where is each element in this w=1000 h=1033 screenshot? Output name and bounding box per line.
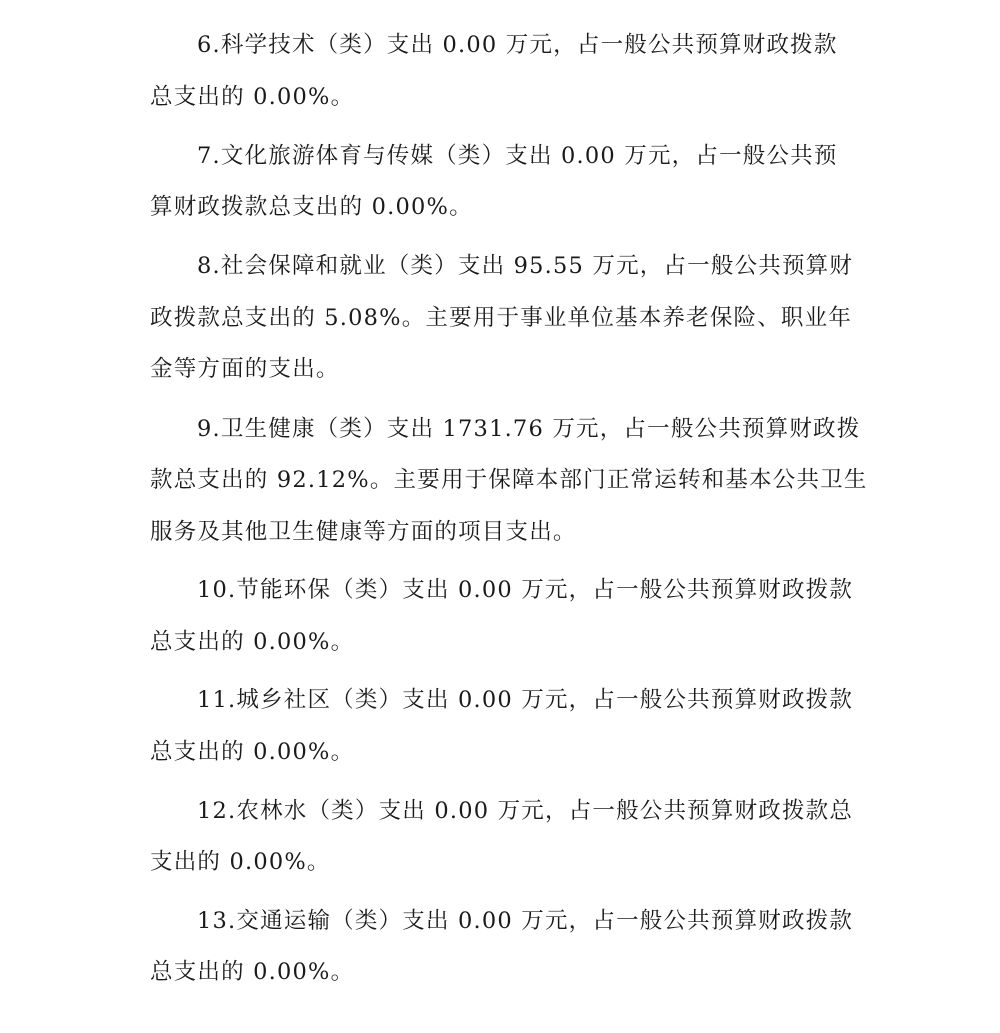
paragraph-line: 6.科学技术（类）支出 0.00 万元，占一般公共预算财政拨款 (197, 32, 838, 58)
paragraph-line: 11.城乡社区（类）支出 0.00 万元，占一般公共预算财政拨款 (197, 687, 854, 713)
paragraph-line: 9.卫生健康（类）支出 1731.76 万元，占一般公共预算财政拨 (197, 416, 861, 442)
paragraph-line: 支出的 0.00%。 (150, 849, 331, 875)
paragraph-line: 7.文化旅游体育与传媒（类）支出 0.00 万元，占一般公共预 (197, 143, 838, 169)
paragraph-line: 总支出的 0.00%。 (150, 629, 355, 655)
paragraph-line: 服务及其他卫生健康等方面的项目支出。 (150, 519, 577, 545)
paragraph-line: 总支出的 0.00%。 (150, 84, 355, 110)
paragraph-line: 10.节能环保（类）支出 0.00 万元，占一般公共预算财政拨款 (197, 577, 854, 603)
paragraph-line: 政拨款总支出的 5.08%。主要用于事业单位基本养老保险、职业年 (150, 305, 853, 331)
paragraph-line: 算财政拨款总支出的 0.00%。 (150, 194, 473, 220)
paragraph-line: 总支出的 0.00%。 (150, 959, 355, 985)
paragraph-line: 8.社会保障和就业（类）支出 95.55 万元，占一般公共预算财 (197, 253, 854, 279)
paragraph-line: 总支出的 0.00%。 (150, 739, 355, 765)
paragraph-line: 款总支出的 92.12%。主要用于保障本部门正常运转和基本公共卫生 (150, 467, 868, 493)
paragraph-line: 12.农林水（类）支出 0.00 万元，占一般公共预算财政拨款总 (197, 798, 854, 824)
paragraph-line: 13.交通运输（类）支出 0.00 万元，占一般公共预算财政拨款 (197, 908, 854, 934)
paragraph-line: 金等方面的支出。 (150, 356, 340, 382)
